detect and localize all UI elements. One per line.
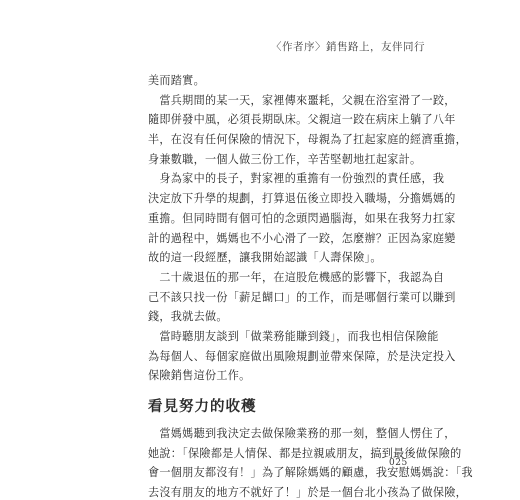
paragraph [148, 71, 405, 91]
text-line: 重擔。但同時間有個可怕的念頭閃過腦海，如果在我努力扛家 [148, 211, 456, 225]
text-line: 己不該只找一份「薪足餬口」的工作，而是哪個行業可以賺到 [148, 290, 456, 304]
text-line: 身兼數職，一個人做三份工作，辛苦堅韌地扛起家計。 [148, 152, 422, 166]
body-text [148, 71, 473, 500]
text-line: 為每個人、每個家庭做出風險規劃並帶來保障，於是決定投入 [148, 349, 456, 363]
text-line: 二十歲退伍的那一年，在這股危機感的影響下，我認為自 [148, 270, 445, 284]
text-line: 錢，我就去做。 [148, 310, 228, 324]
section-heading: 看見努力的收穫 [148, 398, 257, 415]
text-line: 半，在沒有任何保險的情況下，母親為了扛起家庭的經濟重擔， [148, 133, 468, 147]
text-line: 去沒有朋友的地方不就好了！」於是一個台北小孩為了做保險， [148, 486, 468, 500]
paragraph [148, 169, 456, 267]
text-line: 當時聽朋友談到「做業務能賺到錢」，而我也相信保險能 [148, 329, 439, 343]
text-line: 當兵期間的某一天，家裡傳來噩耗，父親在浴室滑了一跤， [148, 93, 456, 107]
text-line: 決定放下升學的規劃，打算退伍後立即投入職場，分擔媽媽的 [148, 192, 456, 206]
text-line: 故的這一段經歷，讓我開始認識「人壽保險」。 [148, 251, 382, 265]
paragraph [148, 327, 456, 386]
text-line: 當媽媽聽到我決定去做保險業務的那一刻，整個人愣住了， [148, 427, 456, 440]
text-line: 隨即併發中風，必須長期臥床。父親這一跤在病床上躺了八年 [148, 113, 456, 127]
paragraph [148, 268, 456, 327]
page-number: 025 [389, 458, 408, 468]
text-line: 身為家中的長子，對家裡的重擔有一份強烈的責任感，我 [148, 172, 445, 186]
text-line: 計的過程中，媽媽也不小心滑了一跤，怎麼辦？正因為家庭變 [148, 231, 456, 245]
text-line: 她說：「保險都是人情保、都是拉親戚朋友，搞到最後做保險的 [148, 446, 462, 460]
text-line: 會一個朋友都沒有！」為了解除媽媽的顧慮，我安慰媽媽說：「我 [148, 466, 473, 480]
paragraph [148, 91, 468, 170]
text-line: 美而踏實。 [148, 74, 205, 87]
text-line: 保險銷售這份工作。 [148, 369, 251, 383]
running-head: 〈作者序〉銷售路上，友伴同行 [271, 41, 425, 53]
paragraph [148, 424, 473, 500]
